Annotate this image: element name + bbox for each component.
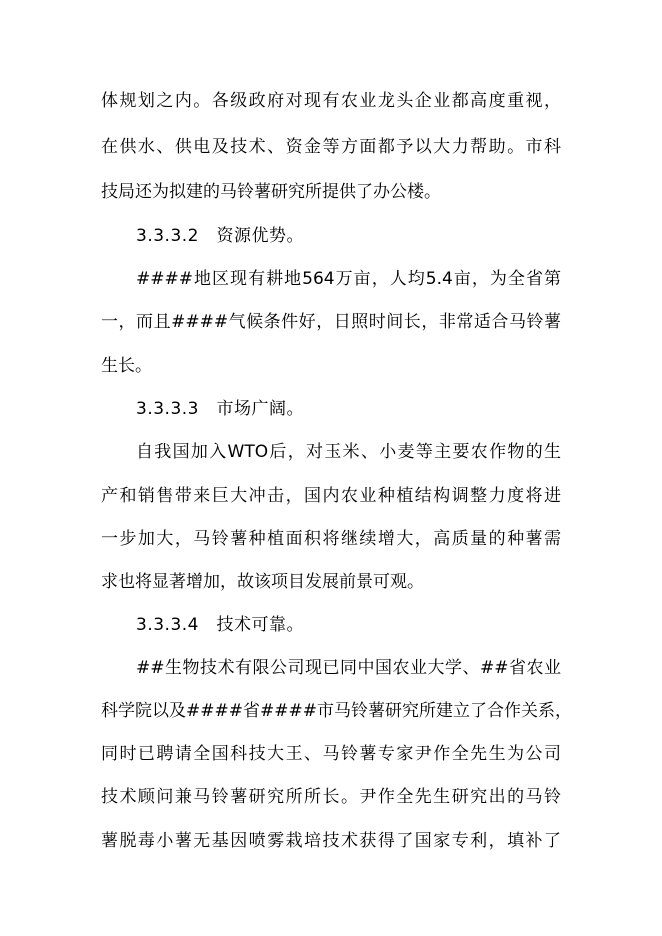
paragraph-line: 产和销售带来巨大冲击，国内农业种植结构调整力度将进 xyxy=(101,486,561,506)
paragraph-line: 薯脱毒小薯无基因喷雾栽培技术获得了国家专利，填补了 xyxy=(101,831,561,851)
section-heading-3-3-3-3: 3.3.3.3 市场广阔。 xyxy=(136,399,304,419)
paragraph-line: 科学院以及####省####市马铃薯研究所建立了合作关系， xyxy=(101,701,572,721)
paragraph-line: 体规划之内。各级政府对现有农业龙头企业都高度重视， xyxy=(101,91,561,111)
paragraph-line: 求也将显著增加，故该项目发展前景可观。 xyxy=(101,572,424,592)
paragraph-line: 一，而且####气候条件好，日照时间长，非常适合马铃薯 xyxy=(101,312,561,332)
section-heading-3-3-3-4: 3.3.3.4 技术可靠。 xyxy=(136,615,304,635)
paragraph-line: 生长。 xyxy=(101,356,152,376)
section-heading-3-3-3-2: 3.3.3.2 资源优势。 xyxy=(136,226,304,246)
paragraph-line: 在供水、供电及技术、资金等方面都予以大力帮助。市科 xyxy=(101,137,561,157)
paragraph-line: ##生物技术有限公司现已同中国农业大学、##省农业 xyxy=(136,658,561,678)
paragraph-line: 一步加大，马铃薯种植面积将继续增大，高质量的种薯需 xyxy=(101,529,561,549)
paragraph-line: ####地区现有耕地564万亩，人均5.4亩，为全省第 xyxy=(136,269,561,289)
paragraph-line: 自我国加入WTO后，对玉米、小麦等主要农作物的生 xyxy=(136,442,561,462)
paragraph-line: 技局还为拟建的马铃薯研究所提供了办公楼。 xyxy=(101,182,441,202)
paragraph-line: 同时已聘请全国科技大王、马铃薯专家尹作全先生为公司 xyxy=(101,744,561,764)
paragraph-line: 技术顾问兼马铃薯研究所所长。尹作全先生研究出的马铃 xyxy=(101,787,561,807)
